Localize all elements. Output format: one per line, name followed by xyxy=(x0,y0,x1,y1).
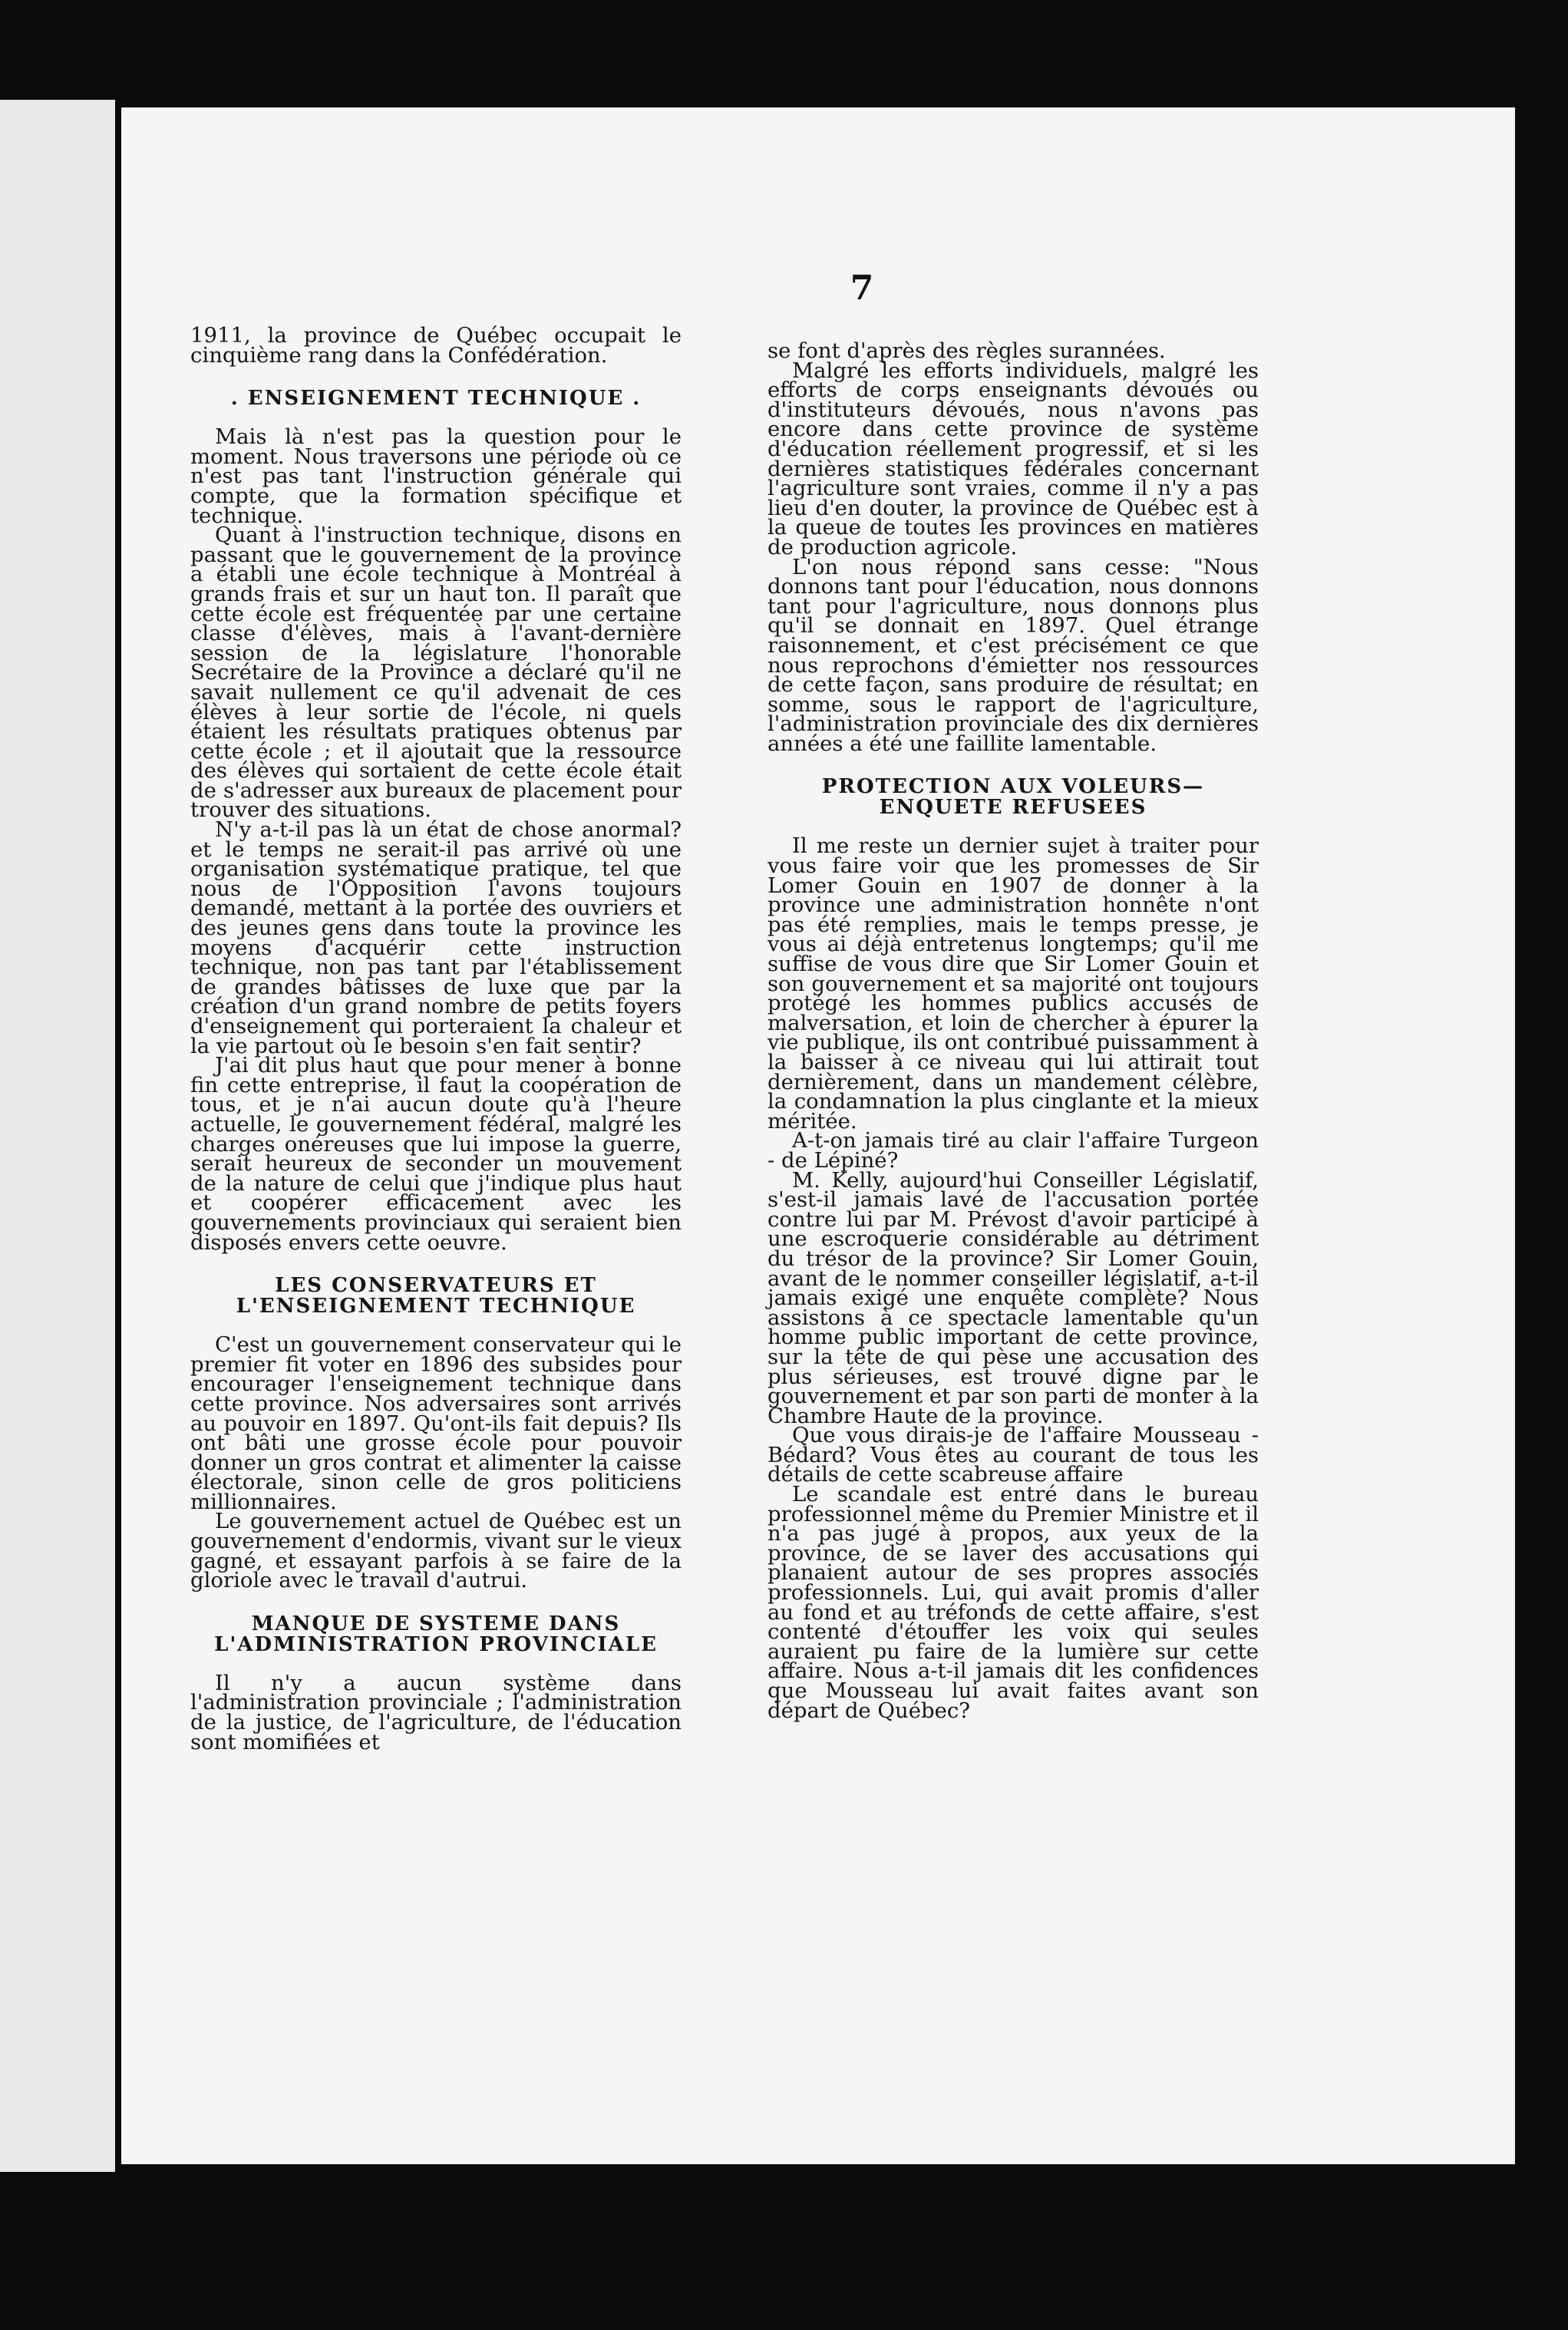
section-heading: PROTECTION AUX VOLEURS—ENQUETE REFUSEES xyxy=(821,775,1205,820)
paragraph: Quant à l'instruction technique, disons en passant que le gouvernement de la province a établi une école technique à Montréal à grands frais et sur un haut ton. Il paraît que cette école est fréquentée par une certaine classe d'élèves, mais à l'avant-dernière session de la législature l'honorable Secrétaire de la Province a déclaré qu'il ne savait nullement ce qu'il advenait de ces élèves à leur sortie de l'école, ni quels étaient les résultats pratiques obtenus par cette école ; et il ajoutait que la ressource des élèves qui sortaient de cette école était de s'adresser aux bureaux de placement pour trouver des situations. xyxy=(190,523,682,823)
paragraph: N'y a-t-il pas là un état de chose anormal? et le temps ne serait-il pas arrivé où une organisation systématique pratique, tel que nous de l'Opposition l'avons toujours demandé, mettant à la portée des ouvriers et des jeunes gens dans toute la province les moyens d'acquérir cette instruction technique, non pas tant par l'établissement de grandes bâtisses de luxe que par la création d'un grand nombre de petits foyers d'enseignement qui porteraient la chaleur et la vie partout où le besoin s'en fait sentir? xyxy=(190,817,682,1058)
page-number: 7 xyxy=(850,269,874,308)
section-heading: MANQUE DE SYSTEME DANS L'ADMINISTRATION PROVINCIALE xyxy=(214,1612,658,1656)
paragraph: Le scandale est entré dans le bureau professionnel même du Premier Ministre et il n'a pas jugé à propos, aux yeux de la province, de se laver des accusations qui planaient autour de ses propres associés professionnels. Lui, qui avait promis d'aller au fond et au tréfonds de cette affaire, s'est contenté d'étouffer les voix qui seules auraient pu faire de la lumière sur cette affaire. Nous a-t-il jamais dit les confidences que Mousseau lui avait faites avant son départ de Québec? xyxy=(767,1482,1259,1723)
paragraph: C'est un gouvernement conservateur qui le premier fit voter en 1896 des subsides pour encourager l'enseignement technique dans cette province. Nos adversaires sont arrivés au pouvoir en 1897. Qu'ont-ils fait depuis? Ils ont bâti une grosse école pour pouvoir donner un gros contrat et alimenter la caisse électorale, sinon celle de gros politiciens millionnaires. xyxy=(190,1332,682,1514)
right-column xyxy=(767,338,1259,1723)
document-page xyxy=(121,107,1515,2164)
paragraph: Mais là n'est pas la question pour le moment. Nous traversons une période où ce n'est pas tant l'instruction générale qui compte, que la formation spécifique et technique. xyxy=(190,424,682,528)
section-heading: LES CONSERVATEURS ET L'ENSEIGNEMENT TECHNIQUE xyxy=(236,1274,636,1318)
paragraph: Il n'y a aucun système dans l'administration provinciale ; l'administration de la justice, de l'agriculture, de l'éducation sont momifiées et xyxy=(190,1670,682,1754)
paragraph: Que vous dirais-je de l'affaire Mousseau - Bédard? Vous êtes au courant de tous les détails de cette scabreuse affaire xyxy=(767,1423,1259,1487)
facing-page-edge xyxy=(0,100,115,2172)
paragraph: se font d'après des règles surannées. xyxy=(767,338,1166,363)
paragraph: Le gouvernement actuel de Québec est un gouvernement d'endormis, vivant sur le vieux gagné, et essayant parfois à se faire de la gloriole avec le travail d'autrui. xyxy=(190,1509,682,1593)
paragraph: L'on nous répond sans cesse: "Nous donnons tant pour l'éducation, nous donnons tant pour l'agriculture, nous donnons plus qu'il se donnait en 1897. Quel étrange raisonnement, et c'est précisément ce que nous reprochons d'émietter nos ressources de cette façon, sans produire de résultat; en somme, sous le rapport de l'agriculture, l'administration provinciale des dix dernières années a été une faillite lamentable. xyxy=(767,554,1259,756)
paragraph: Il me reste un dernier sujet à traiter pour vous faire voir que les promesses de Sir Lomer Gouin en 1907 de donner à la province une administration honnête n'ont pas été remplies, mais le temps presse, je vous ai déjà entretenus longtemps; qu'il me suffise de vous dire que Sir Lomer Gouin et son gouvernement et sa majorité ont toujours protégé les hommes publics accusés de malversation, et loin de chercher à épurer la vie publique, ils ont contribué puissamment à la baisser à ce niveau qui lui attirait tout dernièrement, dans un mandement célèbre, la condamnation la plus cinglante et la mieux méritée. xyxy=(767,833,1259,1134)
section-heading: . ENSEIGNEMENT TECHNIQUE . xyxy=(230,387,642,411)
paragraph: J'ai dit plus haut que pour mener à bonne fin cette entreprise, il faut la coopération de tous, et je n'ai aucun doute qu'à l'heure actuelle, le gouvernement fédéral, malgré les charges onéreuses que lui impose la guerre, serait heureux de seconder un mouvement de la nature de celui que j'indique plus haut et coopérer efficacement avec les gouvernements provinciaux qui seraient bien disposés envers cette oeuvre. xyxy=(190,1053,682,1255)
paragraph: M. Kelly, aujourd'hui Conseiller Législatif, s'est-il jamais lavé de l'accusation portée contre lui par M. Prévost d'avoir participé à une escroquerie considérable au détriment du trésor de la province? Sir Lomer Gouin, avant de le nommer conseiller législatif, a-t-il jamais exigé une enquête complète? Nous assistons à ce spectacle lamentable qu'un homme public important de cette province, sur la tête de qui pèse une accusation des plus sérieuses, est trouvé digne par le gouvernement et par son parti de monter à la Chambre Haute de la province. xyxy=(767,1167,1259,1428)
paragraph: A-t-on jamais tiré au clair l'affaire Turgeon - de Lépiné? xyxy=(767,1128,1259,1173)
paragraph: 1911, la province de Québec occupait le cinquième rang dans la Confédération. xyxy=(190,323,682,368)
paragraph: Malgré les efforts individuels, malgré les efforts de corps enseignants dévoués ou d'instituteurs dévoués, nous n'avons pas encore dans cette province de système d'éducation réellement progressif, et si les dernières statistiques fédérales concernant l'agriculture sont vraies, comme il n'y a pas lieu d'en douter, la province de Québec est à la queue de toutes les provinces en matières de production agricole. xyxy=(767,358,1259,559)
left-column xyxy=(190,323,682,1754)
